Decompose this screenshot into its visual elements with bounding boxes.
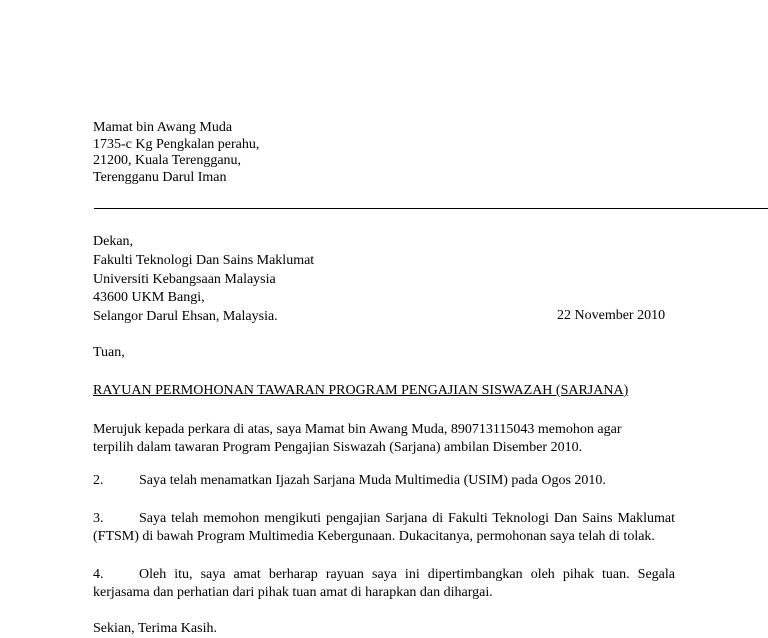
sender-address-line3: Terengganu Darul Iman — [93, 169, 227, 185]
paragraph-4-number: 4. — [93, 567, 104, 582]
paragraph-3-number: 3. — [93, 511, 104, 526]
paragraph-1 — [93, 421, 675, 456]
paragraph-3-line2: (FTSM) di bawah Program Multimedia Kebergunaan. Dukacitanya, permohonan saya telah di tolak. — [93, 528, 655, 544]
letter-date: 22 November 2010 — [557, 308, 666, 323]
horizontal-divider — [94, 208, 768, 209]
paragraph-3-line1: Saya telah memohon mengikuti pengajian Sarjana di Fakulti Teknologi Dan Sains Maklumat — [139, 511, 675, 526]
recipient-university: Universiti Kebangsaan Malaysia — [93, 271, 276, 287]
paragraph-2-text: Saya telah menamatkan Ijazah Sarjana Muda Multimedia (USIM) pada Ogos 2010. — [139, 473, 606, 488]
letter-subject: RAYUAN PERMOHONAN TAWARAN PROGRAM PENGAJIAN SISWAZAH (SARJANA) — [93, 383, 629, 398]
closing-line: Sekian, Terima Kasih. — [93, 621, 217, 636]
paragraph-3 — [93, 510, 675, 545]
paragraph-4 — [93, 566, 675, 601]
recipient-postcode-city: 43600 UKM Bangi, — [93, 290, 205, 306]
paragraph-1-line1: Merujuk kepada perkara di atas, saya Mamat bin Awang Muda, 890713115043 memohon agar — [93, 422, 622, 437]
paragraph-3-first-line — [93, 510, 675, 528]
paragraph-2 — [93, 472, 675, 490]
sender-name: Mamat bin Awang Muda — [93, 120, 233, 135]
paragraph-4-line1: Oleh itu, saya amat berharap rayuan saya ini dipertimbangkan oleh pihak tuan. Segala — [139, 567, 675, 582]
sender-address-line2: 21200, Kuala Terengganu, — [93, 153, 242, 168]
paragraph-4-line2: kerjasama dan perhatian dari pihak tuan amat di harapkan dan dihargai. — [93, 584, 493, 600]
recipient-title: Dekan, — [93, 234, 134, 249]
salutation: Tuan, — [93, 345, 125, 360]
paragraph-1-line2: terpilih dalam tawaran Program Pengajian Siswazah (Sarjana) ambilan Disember 2010. — [93, 439, 583, 455]
paragraph-4-first-line — [93, 566, 675, 584]
sender-address-line1: 1735-c Kg Pengkalan perahu, — [93, 136, 260, 152]
paragraph-2-number: 2. — [93, 473, 104, 488]
recipient-address — [93, 233, 314, 327]
sender-address — [93, 120, 259, 186]
recipient-faculty: Fakulti Teknologi Dan Sains Maklumat — [93, 252, 315, 268]
recipient-state-country: Selangor Darul Ehsan, Malaysia. — [93, 309, 278, 325]
